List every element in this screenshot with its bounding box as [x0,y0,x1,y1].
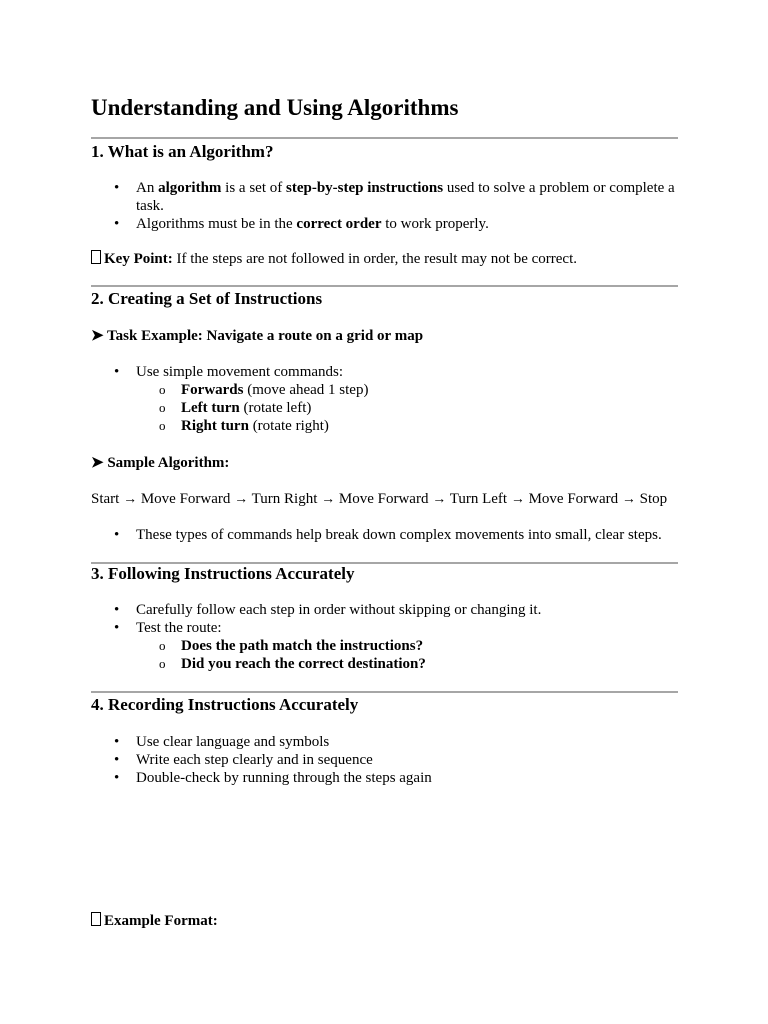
section-2-heading: 2. Creating a Set of Instructions [91,289,323,308]
section-4-heading: 4. Recording Instructions Accurately [91,695,359,714]
arrow-icon: → [432,492,447,507]
question-item: o Did you reach the correct destination? [136,655,678,673]
list-item: • Use clear language and symbols [91,733,678,751]
list-item: • An algorithm is a set of step-by-step instructions used to solve a problem or complete a task. [91,179,678,215]
list-item: • Algorithms must be in the correct order to work properly. [91,215,678,233]
question-item: o Does the path match the instructions? [136,637,678,655]
section-1-bullets [91,179,678,233]
divider [91,691,678,693]
section-2-note [91,526,678,544]
example-format: Example Format: [91,912,218,930]
list-item: • Carefully follow each step in order without skipping or changing it. [91,601,678,619]
arrow-icon: → [123,492,138,507]
arrow-icon: → [321,492,336,507]
list-item: • Test the route: o Does the path match the instructions? o Did you reach the correct destination? [91,619,678,673]
list-item: • Double-check by running through the steps again [91,769,678,787]
arrow-icon: → [621,492,636,507]
divider [91,285,678,287]
algorithm-sequence: Start → Move Forward → Turn Right → Move Forward → Turn Left → Move Forward → Stop [91,491,668,507]
section-3-bullets [91,601,678,673]
divider [91,137,678,139]
key-point: Key Point: If the steps are not followed in order, the result may not be correct. [91,250,577,268]
checkbox-icon [91,912,101,926]
section-2-bullets [91,363,678,435]
list-item: • Write each step clearly and in sequence [91,751,678,769]
list-item: • Use simple movement commands: o Forwards (move ahead 1 step) o Left turn (rotate left) o Right turn (rotate right) [91,363,678,435]
task-example: ➤ Task Example: Navigate a route on a grid or map [91,328,424,344]
command-item: o Left turn (rotate left) [136,399,678,417]
section-3-heading: 3. Following Instructions Accurately [91,564,355,583]
arrow-icon: → [234,492,249,507]
page-title: Understanding and Using Algorithms [91,95,459,120]
sample-algorithm-label: ➤ Sample Algorithm: [91,455,230,471]
command-item: o Right turn (rotate right) [136,417,678,435]
section-4-bullets [91,733,678,787]
arrow-icon: → [510,492,525,507]
checkbox-icon [91,250,101,264]
list-item: • These types of commands help break down complex movements into small, clear steps. [91,526,678,544]
section-1-heading: 1. What is an Algorithm? [91,142,274,161]
command-item: o Forwards (move ahead 1 step) [136,381,678,399]
